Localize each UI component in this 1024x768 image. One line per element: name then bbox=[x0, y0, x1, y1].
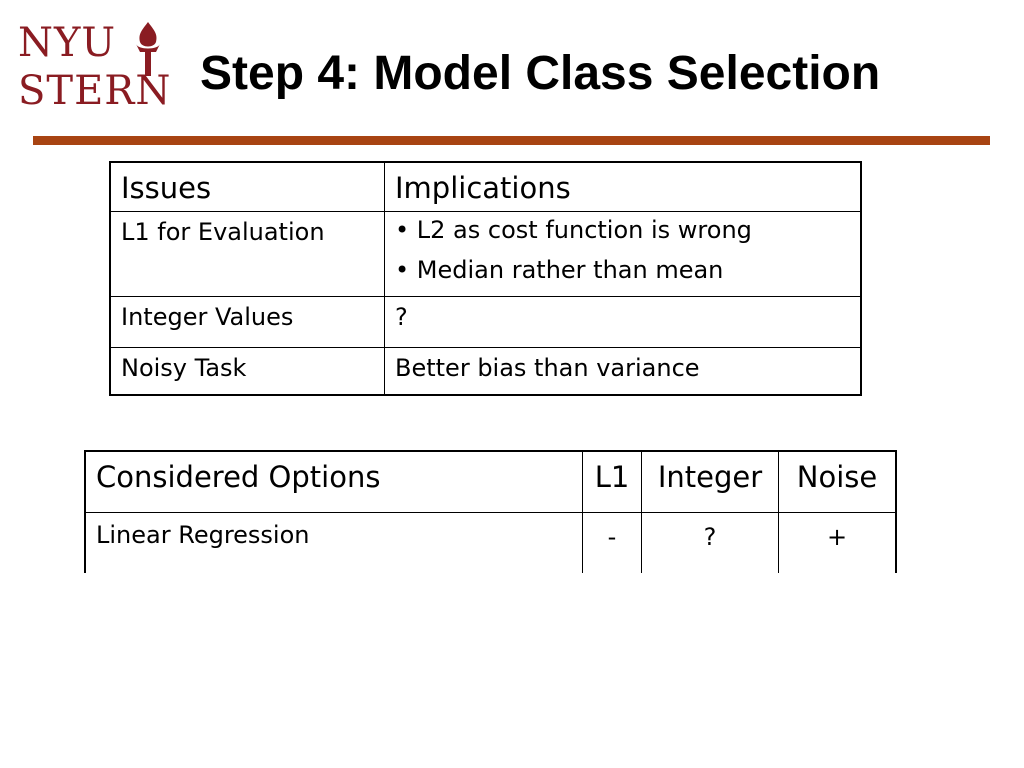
implications-cell bbox=[385, 212, 862, 297]
issue-cell: Integer Values bbox=[110, 297, 385, 348]
table-row bbox=[110, 348, 861, 396]
options-table-header bbox=[85, 451, 896, 513]
implications-cell: Better bias than variance bbox=[385, 348, 862, 396]
table-row bbox=[85, 513, 896, 574]
header-integer: Integer bbox=[642, 451, 779, 513]
issues-table-header bbox=[110, 162, 861, 212]
table-row bbox=[110, 297, 861, 348]
option-cell: Linear Regression bbox=[85, 513, 583, 574]
nyu-stern-logo bbox=[18, 18, 172, 118]
logo-nyu-text: NYU bbox=[18, 20, 117, 66]
options-table bbox=[84, 450, 897, 573]
issues-table bbox=[109, 161, 862, 396]
implication-item: • L2 as cost function is wrong bbox=[395, 216, 752, 244]
l1-cell: - bbox=[583, 513, 642, 574]
header-implications: Implications bbox=[385, 162, 862, 212]
header-issues: Issues bbox=[110, 162, 385, 212]
implications-cell: ? bbox=[385, 297, 862, 348]
header-l1: L1 bbox=[583, 451, 642, 513]
table-row bbox=[110, 212, 861, 297]
integer-cell: ? bbox=[642, 513, 779, 574]
implication-item: • Median rather than mean bbox=[395, 256, 724, 284]
issue-cell: L1 for Evaluation bbox=[110, 212, 385, 297]
title-divider bbox=[33, 136, 990, 145]
issue-cell: Noisy Task bbox=[110, 348, 385, 396]
header-noise: Noise bbox=[779, 451, 897, 513]
slide-title: Step 4: Model Class Selection bbox=[200, 47, 881, 100]
noise-cell: + bbox=[779, 513, 897, 574]
header-considered-options: Considered Options bbox=[85, 451, 583, 513]
logo-stern-text: STERN bbox=[18, 68, 172, 114]
